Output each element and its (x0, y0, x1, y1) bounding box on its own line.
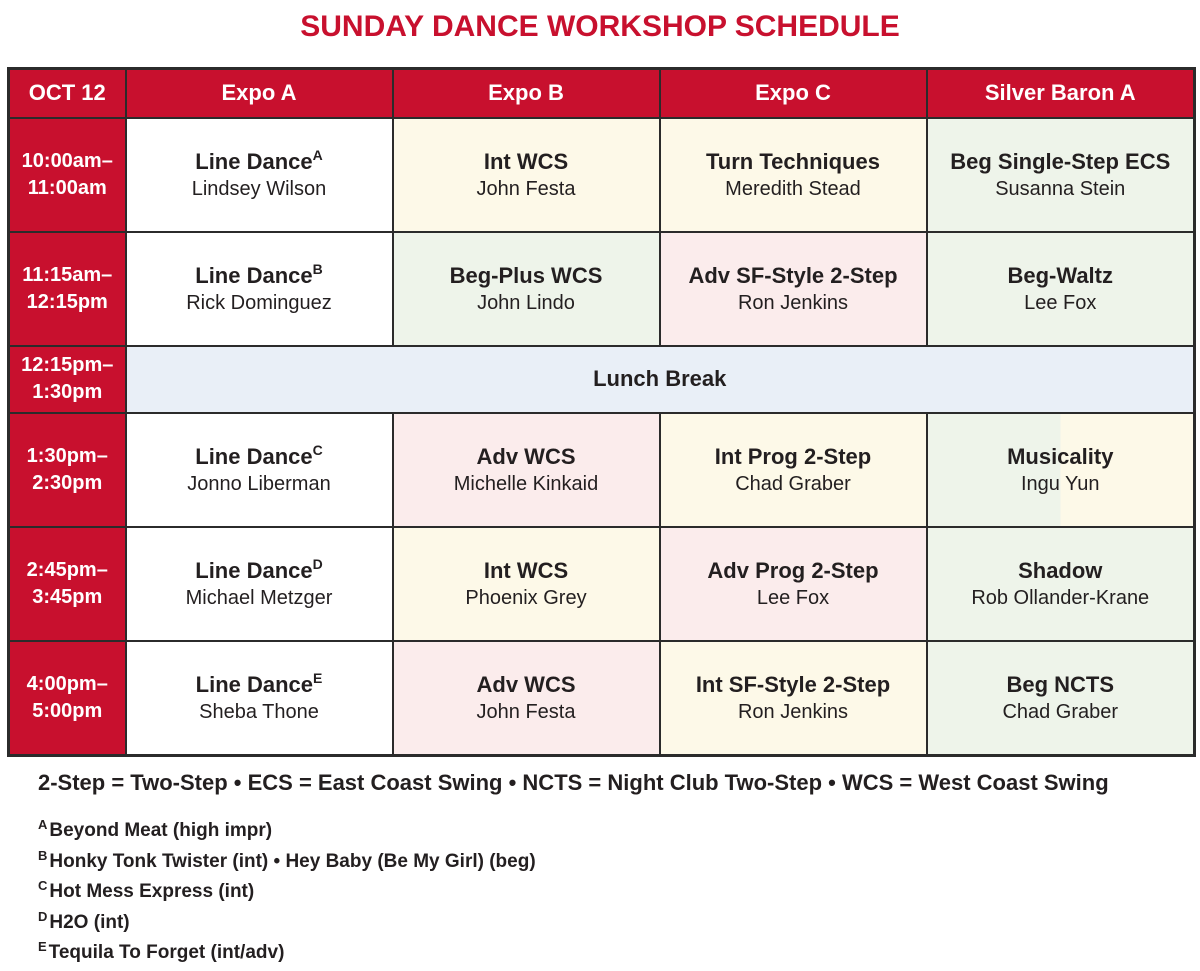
time-slot-cell (9, 346, 126, 413)
session-cell (927, 232, 1195, 346)
instructor-name: Sheba Thone (199, 701, 319, 724)
time-end: 12:15pm (26, 290, 108, 313)
session-name: Beg NCTS (1006, 672, 1115, 698)
footnote (38, 877, 536, 908)
session-cell (393, 527, 660, 641)
schedule-table (7, 67, 1196, 757)
session-name: Musicality (1007, 443, 1114, 469)
time-slot-cell (9, 232, 126, 346)
lunch-break-cell: Lunch Break (126, 346, 1195, 413)
date-header: OCT 12 (9, 69, 126, 118)
time-slot-row (9, 413, 1195, 527)
footnote-mark: D (38, 908, 48, 924)
footnote-mark: B (312, 260, 323, 277)
session-name: Turn Techniques (706, 148, 880, 174)
instructor-name: Michael Metzger (185, 587, 333, 610)
session-name: Int Prog 2-Step (714, 443, 872, 469)
lunch-row (9, 346, 1195, 413)
session-cell (126, 527, 393, 641)
time-start: 4:00pm– (26, 673, 108, 696)
session-name: Int WCS (483, 558, 569, 584)
session-cell (660, 413, 927, 527)
session-name: Beg Single-Step ECS (950, 148, 1171, 174)
instructor-name: Rob Ollander-Krane (971, 587, 1150, 610)
session-cell (393, 118, 660, 232)
time-slot-cell (9, 118, 126, 232)
session-cell (126, 413, 393, 527)
footnote-mark: C (38, 878, 48, 893)
session-name: Shadow (1018, 558, 1103, 584)
instructor-name: Chad Graber (735, 472, 851, 495)
session-name: Beg-Waltz (1007, 262, 1113, 288)
footnote-mark: C (312, 441, 323, 458)
footnote-text: Hot Mess Express (int) (49, 881, 255, 902)
footnote-mark: B (38, 847, 48, 863)
footnote-text: Beyond Meat (high impr) (49, 820, 273, 841)
time-start: 11:15am– (22, 263, 113, 286)
instructor-name: Michelle Kinkaid (453, 472, 599, 495)
instructor-name: Lee Fox (756, 587, 830, 610)
time-end: 5:00pm (32, 700, 103, 723)
instructor-name: Lee Fox (1024, 291, 1097, 314)
footnote-mark: D (312, 556, 323, 573)
session-cell (393, 413, 660, 527)
time-slot-row (9, 118, 1195, 232)
instructor-name: Ingu Yun (1020, 472, 1100, 495)
time-start: 10:00am– (21, 149, 113, 172)
instructor-name: Meredith Stead (725, 177, 861, 200)
footnote (38, 938, 536, 969)
footnote-text: Honky Tonk Twister (int) • Hey Baby (Be My Girl) (beg) (49, 850, 536, 872)
time-start: 2:45pm– (26, 559, 108, 582)
time-end: 11:00am (27, 176, 107, 199)
time-end: 2:30pm (32, 471, 103, 494)
instructor-name: Lindsey Wilson (191, 177, 327, 200)
session-name: Line Dance$^A$ (195, 146, 323, 174)
instructor-name: Phoenix Grey (465, 587, 587, 610)
footnotes-list (38, 816, 536, 969)
footnote-text: Tequila To Forget (int/adv) (48, 942, 285, 963)
instructor-name: Ron Jenkins (737, 291, 849, 314)
instructor-name: Rick Dominguez (186, 291, 332, 314)
footnote (38, 816, 536, 847)
time-start: 12:15pm– (21, 354, 114, 377)
time-slot-row (9, 232, 1195, 346)
session-cell (927, 527, 1195, 641)
session-name: Line Dance$^D$ (195, 556, 323, 584)
instructor-name: John Festa (476, 177, 576, 200)
footnote-mark: A (38, 817, 48, 832)
session-name: Beg-Plus WCS (449, 262, 603, 288)
session-cell (660, 118, 927, 232)
time-slot-row (9, 527, 1195, 641)
session-cell (393, 641, 660, 755)
session-cell (126, 232, 393, 346)
abbreviations-legend: 2-Step = Two-Step • ECS = East Coast Swing • NCTS = Night Club Two-Step • WCS = West Coast Swing (38, 770, 1109, 795)
session-cell (126, 118, 393, 232)
room-header: Expo C (660, 69, 927, 118)
room-header: Silver Baron A (927, 69, 1195, 118)
session-cell (660, 641, 927, 755)
footnote-mark: A (312, 146, 323, 163)
session-cell (393, 232, 660, 346)
footnote-text: H2O (int) (49, 911, 130, 933)
time-start: 1:30pm– (26, 444, 108, 467)
session-cell (660, 232, 927, 346)
room-header: Expo A (126, 69, 393, 118)
session-name: Line Dance$^E$ (195, 670, 323, 698)
footnote (38, 908, 536, 939)
session-cell (660, 527, 927, 641)
session-name: Line Dance$^B$ (195, 260, 323, 288)
footnote-mark: E (38, 939, 47, 954)
time-slot-cell (9, 413, 126, 527)
time-slot-cell (9, 527, 126, 641)
instructor-name: Ron Jenkins (737, 701, 849, 724)
instructor-name: John Lindo (477, 291, 575, 314)
session-name: Adv WCS (476, 672, 576, 698)
instructor-name: John Festa (476, 701, 576, 724)
session-name: Adv WCS (476, 443, 576, 469)
time-end: 3:45pm (32, 586, 103, 609)
footnote (38, 847, 536, 878)
page-title: SUNDAY DANCE WORKSHOP SCHEDULE (300, 10, 900, 43)
footnote-mark: E (313, 670, 323, 687)
session-name: Line Dance$^C$ (195, 441, 323, 469)
instructor-name: Jonno Liberman (187, 472, 331, 495)
room-header: Expo B (393, 69, 660, 118)
session-name: Adv Prog 2-Step (707, 558, 879, 584)
session-cell (927, 118, 1195, 232)
session-name: Adv SF-Style 2-Step (688, 262, 898, 288)
session-cell (126, 641, 393, 755)
session-name: Int SF-Style 2-Step (695, 672, 891, 698)
instructor-name: Chad Graber (1002, 701, 1119, 724)
session-cell (927, 641, 1195, 755)
session-name: Int WCS (483, 148, 569, 174)
time-slot-cell (9, 641, 126, 755)
time-end: 1:30pm (32, 381, 103, 404)
time-slot-row (9, 641, 1195, 755)
instructor-name: Susanna Stein (995, 177, 1126, 200)
session-cell (927, 413, 1195, 527)
header-row (9, 69, 1195, 118)
